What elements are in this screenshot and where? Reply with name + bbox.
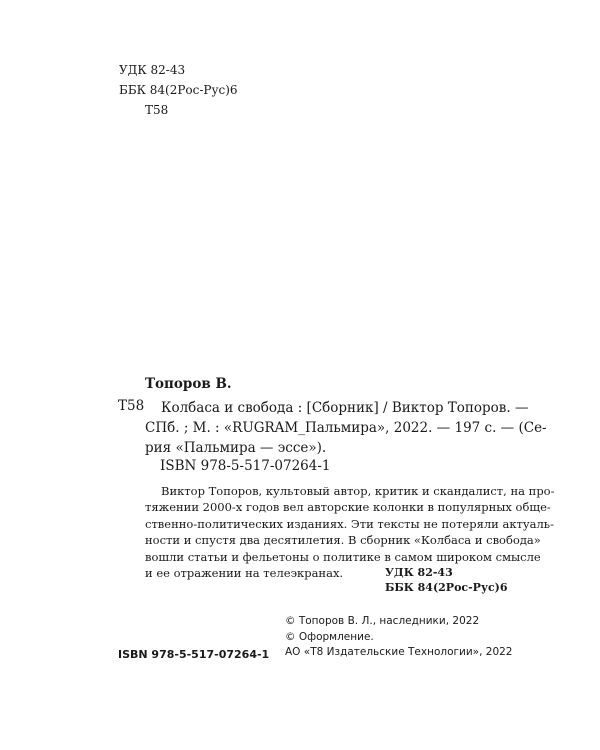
author-heading: Топоров В. [145,376,232,392]
udk-code: УДК 82-43 [119,63,186,77]
copyright-line: © Оформление. [285,630,374,643]
description-line: СПб. ; М. : «RUGRAM_Пальмира», 2022. — 197 с. — (Се- [145,420,547,436]
isbn-record: ISBN 978-5-517-07264-1 [160,458,331,474]
annotation-line: ности и спустя два десятилетия. В сборник «Колбаса и свобода» [145,533,541,548]
description-line: Колбаса и свобода : [Сборник] / Виктор Топоров. — [161,400,529,416]
annotation-line: тяжении 2000-х годов вел авторские колонки в популярных обще- [145,500,551,515]
annotation-line: ственно-политических изданиях. Эти тексты не потеряли актуаль- [145,516,554,531]
record-author-mark: Т58 [118,398,145,414]
author-mark: Т58 [145,103,169,117]
annotation-line: Виктор Топоров, культовый автор, критик и скандалист, на про- [161,484,555,498]
description-line: рия «Пальмира — эссе»). [145,440,327,456]
annotation-line: вошли статьи и фельетоны о политике в самом широком смысле [145,549,541,564]
bottom-bbk: ББК 84(2Рос-Рус)6 [385,580,508,594]
annotation-line: и ее отражении на телеэкранах. [145,566,344,581]
isbn-footer: ISBN 978-5-517-07264-1 [118,648,270,661]
copyright-line: АО «Т8 Издательские Технологии», 2022 [285,646,513,658]
copyright-block [285,614,512,661]
bottom-classification [385,566,508,595]
bbk-code: ББК 84(2Рос-Рус)6 [119,83,238,97]
classification-block [119,60,238,120]
bottom-udk: УДК 82-43 [385,566,453,579]
copyright-line: © Топоров В. Л., наследники, 2022 [285,615,480,627]
bibliographic-description [145,398,547,458]
